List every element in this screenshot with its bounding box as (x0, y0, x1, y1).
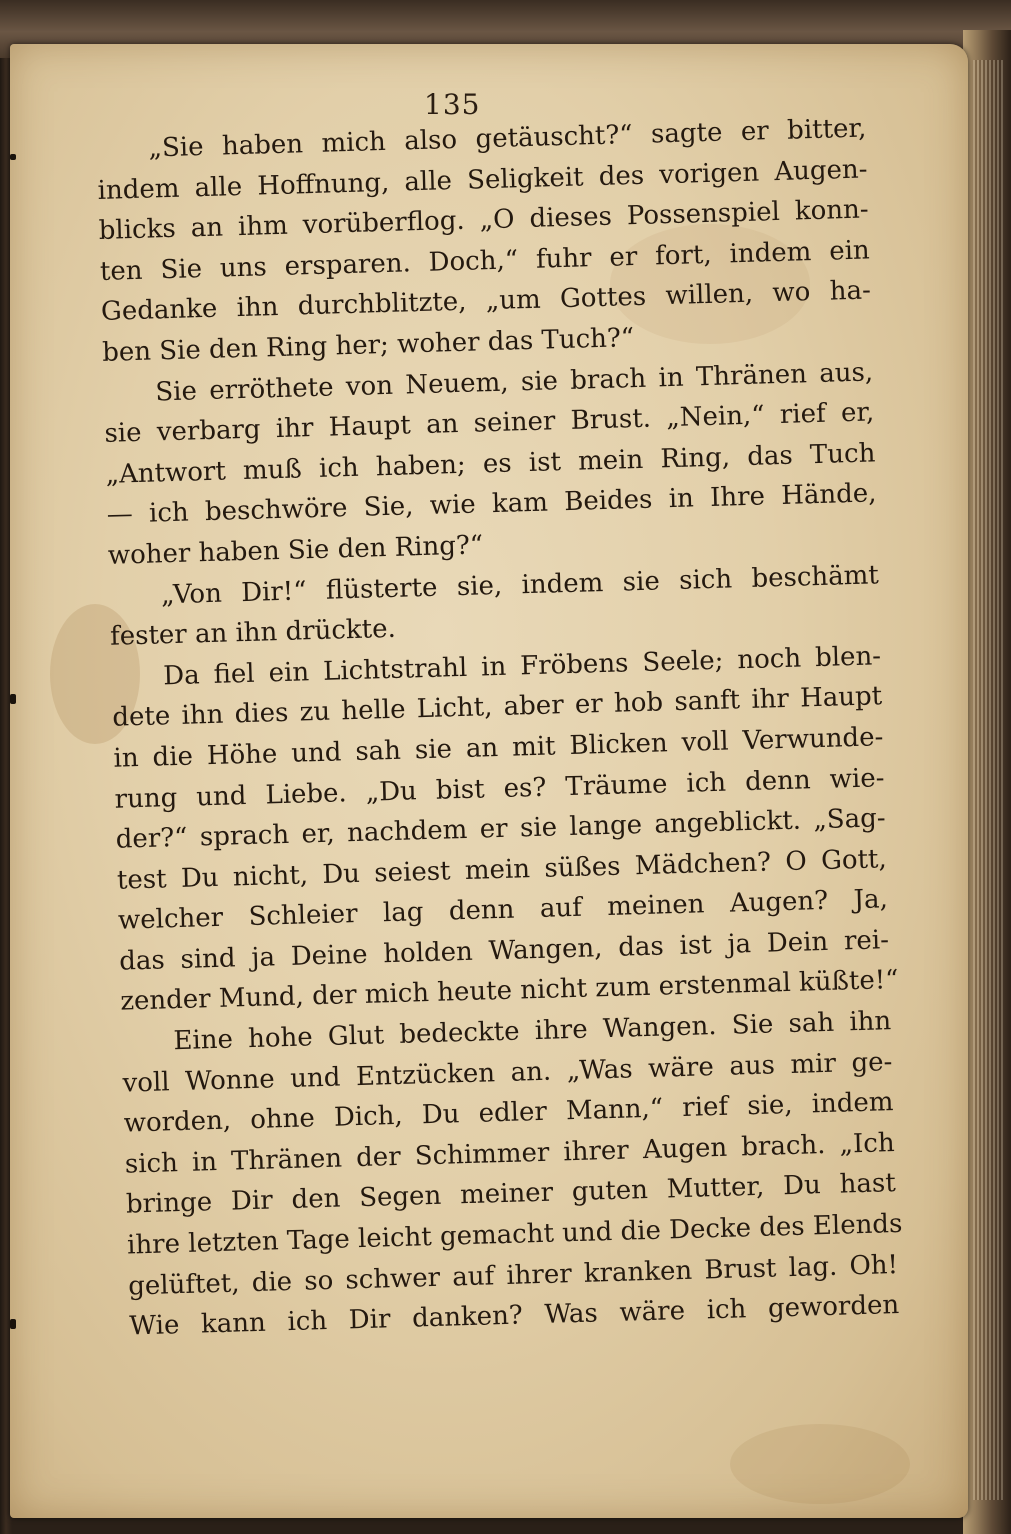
text-line: blicks an ihm vorüberflog. „O dieses Possenspiel konn- (98, 194, 869, 247)
text-line: ten Sie uns ersparen. Doch,“ fuhr er fort, indem ein (99, 235, 871, 287)
text-line: der?“ sprach er, nachdem er sie lange angeblickt. „Sag- (115, 803, 886, 855)
margin-mark (10, 1319, 16, 1329)
body-text (96, 109, 903, 1348)
text-line: woher haben Sie den Ring?“ (107, 530, 484, 571)
page-number: 135 (424, 88, 481, 121)
text-line: Gedanke ihn durchblitzte, „um Gottes willen, wo ha- (100, 275, 872, 328)
text-line: in die Höhe und sah sie an mit Blicken voll Verwunde- (113, 722, 884, 774)
text-line: dete ihn dies zu helle Licht, aber er hob sanft ihr Haupt (112, 681, 883, 734)
text-line: Da fiel ein Lichtstrahl in Fröbens Seele; noch blen- (162, 641, 882, 692)
text-line: sie verbarg ihr Haupt an seiner Brust. „Nein,“ rief er, (104, 397, 875, 450)
text-line: test Du nicht, Du seiest mein süßes Mädchen? O Gott, (116, 843, 888, 896)
text-line: sich in Thränen der Schimmer ihrer Augen brach. „Ich (124, 1127, 896, 1180)
text-line: Eine hohe Glut bedeckte ihre Wangen. Sie sah ihn (173, 1006, 892, 1057)
text-line: fester an ihn drückte. (109, 613, 397, 652)
page-edge-layers (973, 60, 1003, 1500)
text-line: zender Mund, der mich heute nicht zum erstenmal küßte!“ (119, 965, 899, 1018)
text-line: worden, ohne Dich, Du edler Mann,“ rief sie, indem (123, 1087, 894, 1139)
text-line: welcher Schleier lag denn auf meinen Augen? Ja, (117, 884, 889, 936)
text-line: voll Wonne und Entzücken an. „Was wäre aus mir ge- (122, 1046, 893, 1099)
text-line: „Von Dir!“ flüsterte sie, indem sie sich beschämt (160, 559, 880, 610)
text-line: „Antwort muß ich haben; es ist mein Ring, das Tuch (105, 438, 876, 490)
text-line: ihre letzten Tage leicht gemacht und die Decke des Elends (126, 1208, 903, 1261)
text-line: gelüftet, die so schwer auf ihrer kranken Brust lag. Oh! (127, 1249, 899, 1302)
text-line: das sind ja Deine holden Wangen, das ist ja Dein rei- (118, 925, 890, 977)
text-line: rung und Liebe. „Du bist es? Träume ich denn wie- (114, 762, 885, 815)
text-line: ben Sie den Ring her; woher das Tuch?“ (101, 323, 635, 368)
text-line: indem alle Hoffnung, alle Seligkeit des vorigen Augen- (97, 154, 868, 206)
margin-mark (10, 154, 16, 160)
text-line: — ich beschwöre Sie, wie kam Beides in Ihre Hände, (106, 478, 877, 531)
margin-mark (10, 694, 16, 704)
text-line: „Sie haben mich also getäuscht?“ sagte er bitter, (148, 113, 867, 164)
text-line: Wie kann ich Dir danken? Was wäre ich geworden (129, 1290, 900, 1342)
paper-stain (730, 1424, 910, 1504)
text-line: bringe Dir den Segen meiner guten Mutter, Du hast (125, 1168, 897, 1221)
text-line: Sie erröthete von Neuem, sie brach in Thränen aus, (154, 356, 874, 408)
